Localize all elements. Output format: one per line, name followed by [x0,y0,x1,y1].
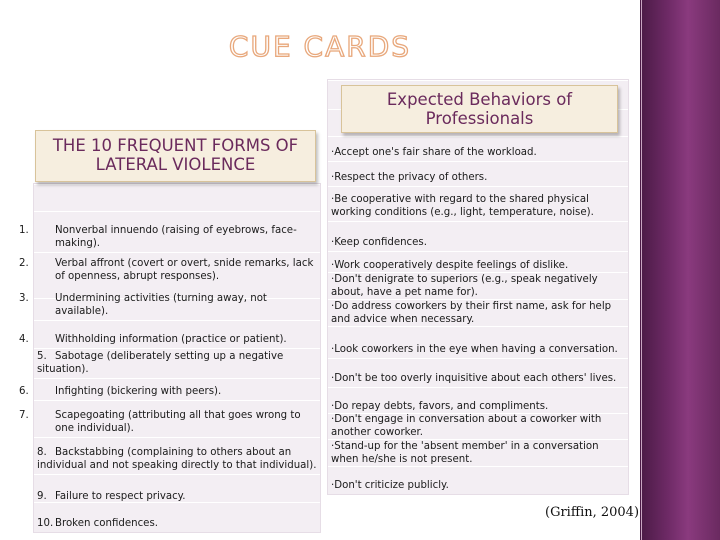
lateral-violence-table [19,183,321,533]
table-row [34,437,320,474]
slide-title: CUE CARDS [228,30,412,63]
item-text: Verbal affront (covert or overt, snide remarks, lack of openness, abrupt responses). [55,258,314,282]
item-text: Infighting (bickering with peers). [55,386,222,397]
behavior-item: ·Accept one's fair share of the workload. [331,147,537,158]
table-row [19,400,320,437]
item-text: Scapegoating (attributing all that goes wrong to one individual). [55,410,301,434]
item-number: 4. [19,334,29,345]
table-row [328,136,628,161]
item-number: 7. [19,410,29,421]
table-row [328,221,628,251]
table-row [328,413,628,439]
behavior-item: ·Stand-up for the 'absent member' in a conversation when he/she is not present. [331,441,599,465]
behavior-item: ·Don't engage in conversation about a coworker with another coworker. [331,414,602,438]
item-number: 9. [37,491,47,502]
behavior-item: ·Be cooperative with regard to the shared physical working conditions (e.g., light, temperature, noise). [331,194,594,218]
citation: (Griffin, 2004) [545,505,640,520]
item-number: 1. [19,225,29,236]
item-number: 10. [37,518,54,529]
expected-behaviors-header: Expected Behaviors of Professionals [341,85,618,133]
item-text: Sabotage (deliberately setting up a negative situation). [37,351,284,375]
sidebar-divider [641,0,642,540]
table-row [34,474,320,502]
behavior-item: ·Respect the privacy of others. [331,172,488,183]
item-number: 5. [37,351,47,362]
table-row [328,251,628,272]
table-row [19,378,320,400]
item-text: Undermining activities (turning away, not available). [55,293,267,317]
table-row [34,502,320,532]
behavior-item: ·Don't be too overly inquisitive about each others' lives. [331,373,617,384]
table-row [328,272,628,299]
table-row [328,358,628,387]
behavior-item: ·Do repay debts, favors, and compliments. [331,401,549,412]
item-text: Nonverbal innuendo (raising of eyebrows, face-making). [55,225,297,249]
table-row-blank [34,184,320,211]
lateral-violence-header: THE 10 FREQUENT FORMS OF LATERAL VIOLENCE [35,130,316,182]
item-text: Withholding information (practice or patient). [55,334,287,345]
table-row [328,299,628,326]
table-row [328,466,628,494]
table-row [34,348,320,378]
behavior-item: ·Don't criticize publicly. [331,480,449,491]
table-row [19,293,320,320]
item-text: Broken confidences. [55,518,158,529]
item-number: 3. [19,293,29,304]
decorative-sidebar [640,0,720,540]
behavior-item: ·Look coworkers in the eye when having a conversation. [331,344,618,355]
table-row [328,387,628,413]
expected-behaviors-table [327,79,629,495]
table-row [19,320,320,348]
table-row [328,326,628,358]
item-number: 8. [37,447,47,458]
table-row [19,211,320,252]
behavior-item: ·Do address coworkers by their first name, ask for help and advice when necessary. [331,301,612,325]
table-row [328,439,628,466]
item-number: 6. [19,386,29,397]
item-text: Failure to respect privacy. [55,491,186,502]
item-text: Backstabbing (complaining to others about an individual and not speaking directly to that individual). [37,447,317,471]
behavior-item: ·Don't denigrate to superiors (e.g., speak negatively about, have a pet name for). [331,274,598,298]
behavior-item: ·Keep confidences. [331,237,427,248]
item-number: 2. [19,258,29,269]
table-row [328,161,628,186]
behavior-item: ·Work cooperatively despite feelings of dislike. [331,260,569,271]
table-row [328,186,628,221]
